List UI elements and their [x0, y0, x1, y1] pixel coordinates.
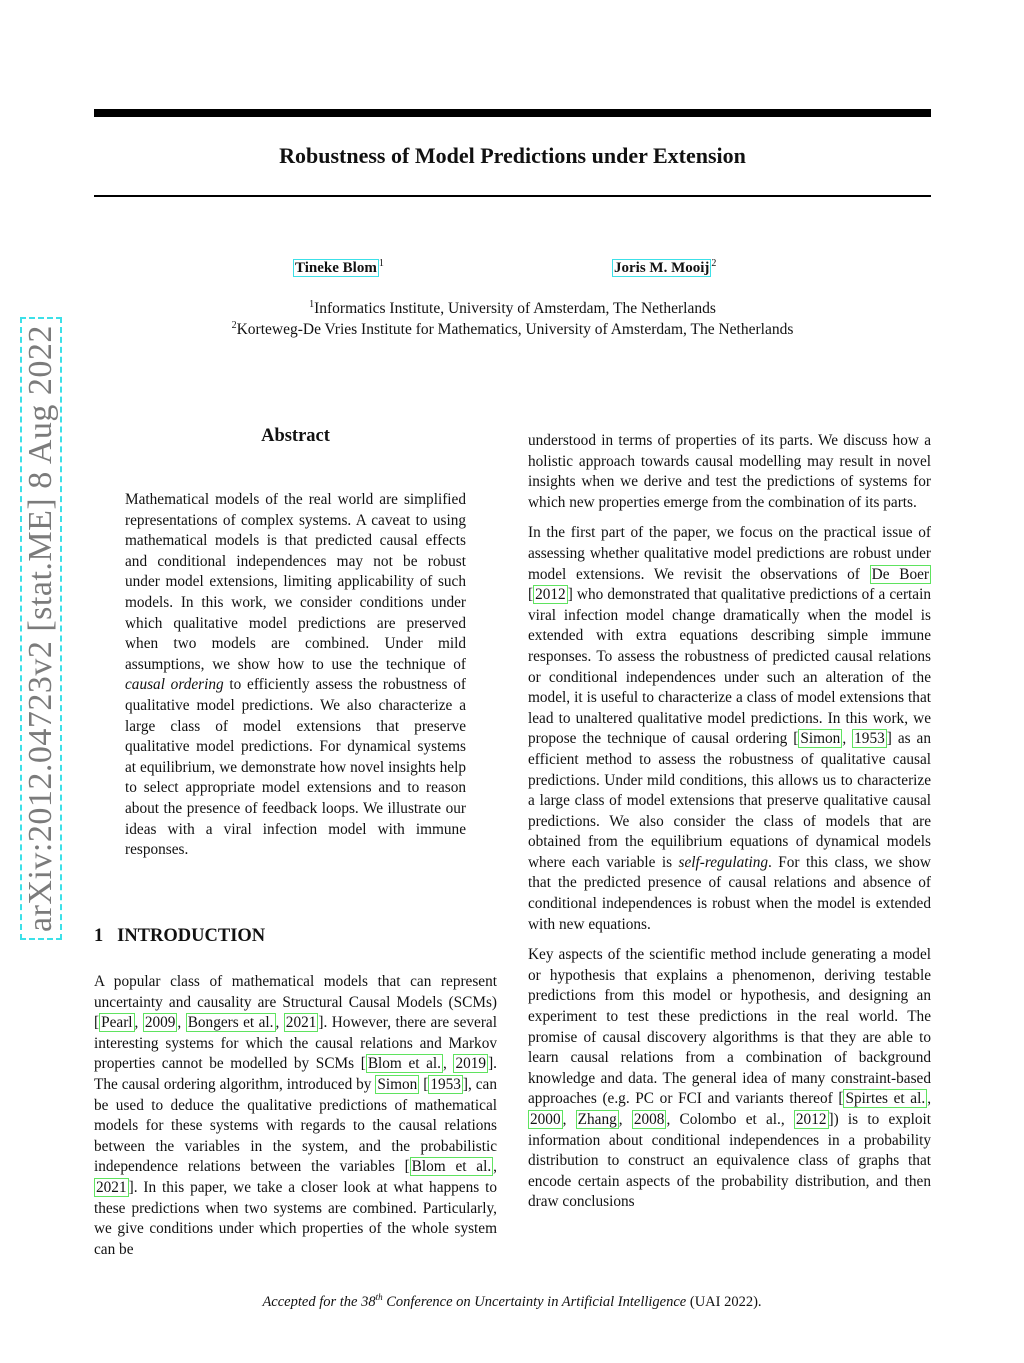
- right-column: [528, 431, 931, 1223]
- text: ], can be used to deduce the qualitative predictions of mathematical models for these systems with regards to the causal relations between the variables in the system, and the probabilistic independence relations between the variables [: [94, 1075, 497, 1176]
- text: ,: [134, 1014, 143, 1032]
- author-1: [293, 258, 384, 277]
- abstract-text-1: Mathematical models of the real world are simplified representations of complex systems. A caveat to using mathematical models is that predicted causal effects and conditional independences may not be robust under model extensions, limiting applicability of such models. In this work, we consider conditions under which qualitative model predictions are preserved when two models are combined. Under mild assumptions, we show how to use the technique of: [125, 491, 466, 673]
- title-bottom-rule: [94, 195, 931, 197]
- abstract-body: [125, 490, 466, 871]
- footer-sup: th: [375, 1292, 383, 1302]
- affiliation-1-text: Informatics Institute, University of Amsterdam, The Netherlands: [314, 300, 716, 318]
- footer-text: Conference on Uncertainty in Artificial Intelligence: [382, 1293, 687, 1310]
- footer-venue: (UAI 2022).: [686, 1293, 762, 1310]
- text: ,: [493, 1158, 497, 1176]
- citation-link[interactable]: Blom et al.: [367, 1055, 441, 1073]
- right-paragraph-3: [528, 945, 931, 1213]
- citation-link[interactable]: Spirtes et al.: [845, 1090, 926, 1108]
- top-thick-rule: [94, 109, 931, 117]
- text: ,: [618, 1111, 632, 1128]
- paper-title: Robustness of Model Predictions under Extension: [279, 143, 746, 168]
- affiliation-2: [94, 320, 931, 339]
- text: ] as an efficient method to assess the robustness of qualitative causal predictions. Under mild conditions, this allows us to characterize a large class of model extensions that preserve qualitative causal predictions. We also consider the class of models that are obtained from the equilibrium equations of dynamical models where each variable is: [528, 730, 931, 871]
- citation-link[interactable]: 2019: [455, 1055, 487, 1073]
- affiliation-2-text: Korteweg-De Vries Institute for Mathematics, University of Amsterdam, The Netherlands: [236, 321, 794, 339]
- footer-note: [0, 1292, 1024, 1311]
- citation-link[interactable]: Blom et al.: [411, 1158, 492, 1176]
- citation-link[interactable]: 2012: [795, 1111, 827, 1128]
- abstract-heading: Abstract: [261, 426, 330, 446]
- citation-link[interactable]: 1953: [430, 1075, 461, 1093]
- citation-link[interactable]: 2008: [633, 1111, 665, 1128]
- citation-link[interactable]: Zhang: [577, 1111, 617, 1128]
- citation-link[interactable]: 2012: [535, 586, 566, 604]
- citation-link[interactable]: Bongers et al.: [187, 1014, 274, 1032]
- abstract-text-2: to efficiently assess the robustness of qualitative model predictions. We also characterize a large class of model extensions that preserve qualitative model predictions. For dynamical systems at equilibrium, we demonstrate how novel insights help to select appropriate model extensions and to reason about the presence of feedback loops. We illustrate our ideas with a viral infection model with immune responses.: [125, 676, 467, 859]
- text: ,: [443, 1055, 454, 1073]
- citation-link[interactable]: 2021: [96, 1178, 127, 1196]
- text: A popular class of mathematical models that can represent uncertainty and causality are Structural Causal Models (SCMs) [: [94, 973, 497, 1032]
- citation-link[interactable]: De Boer: [871, 565, 929, 583]
- citation-link[interactable]: 1953: [854, 730, 885, 748]
- text: [: [419, 1075, 429, 1093]
- intro-paragraph-1: [94, 972, 497, 1260]
- text: ,: [562, 1111, 576, 1128]
- affiliation-2-mark: 2: [231, 320, 237, 331]
- text: ]. In this paper, we take a closer look at what happens to these predictions when two systems are combined. Particularly, we give conditions under which properties of the whole system can be: [94, 1178, 497, 1258]
- text: . For this class, we show that the predicted presence of causal relations and absence of conditional independences is robust when the model is extended with new equations.: [528, 853, 931, 933]
- section-heading-introduction: 1 INTRODUCTION: [94, 926, 266, 946]
- author-1-mark: 1: [378, 258, 384, 269]
- author-1-link[interactable]: Tineke Blom: [295, 260, 377, 276]
- author-2: [612, 258, 716, 277]
- right-paragraph-2: [528, 523, 931, 935]
- citation-link[interactable]: 2021: [285, 1014, 317, 1032]
- italic-term: self-regulating: [678, 853, 769, 871]
- citation-link[interactable]: 2009: [144, 1014, 176, 1032]
- citation-link[interactable]: Simon: [377, 1075, 418, 1093]
- citation-link[interactable]: Pearl: [101, 1014, 133, 1032]
- author-2-link[interactable]: Joris M. Mooij: [614, 260, 710, 276]
- affiliation-1: [94, 299, 931, 318]
- abstract-paragraph: [125, 490, 466, 861]
- introduction-body: [94, 972, 497, 1270]
- affiliation-1-mark: 1: [309, 299, 315, 310]
- text: In the first part of the paper, we focus on the practical issue of assessing whether qualitative model predictions are robust under model extensions. We revisit the observations of: [528, 524, 931, 583]
- footer-text: Accepted for the 38: [262, 1293, 376, 1310]
- right-paragraph-1: understood in terms of properties of its parts. We discuss how a holistic approach towards causal modelling may result in novel insights when we derive and test the predictions of systems for which new properties emerge from the combination of its parts.: [528, 432, 931, 511]
- text: , Colombo et al.,: [666, 1111, 794, 1128]
- text: ]) is to exploit information about conditional independences in a probability distribution to construct an equivalence class of graphs that encode certain aspects of the probability distribution, and then draw conclusions: [528, 1111, 932, 1211]
- author-2-mark: 2: [711, 258, 717, 269]
- text: ]. However, there are several interesting systems for which the causal relations and Markov properties cannot be modelled by SCMs [: [94, 1014, 497, 1073]
- arxiv-stamp[interactable]: arXiv:2012.04723v2 [stat.ME] 8 Aug 2022: [20, 317, 62, 940]
- text: ,: [177, 1014, 186, 1032]
- text: ] who demonstrated that qualitative predictions of a certain viral infection model change dramatically when the model is extended with extra equations describing simple immune responses. To assess the robustness of predicted causal relations or conditional independences under such an alteration of the model, it is useful to characterize a class of model extensions that lead to unaltered qualitative model predictions. In this work, we propose the technique of causal ordering [: [528, 586, 931, 748]
- citation-link[interactable]: Simon: [800, 730, 841, 748]
- text: ,: [842, 730, 853, 748]
- text: Key aspects of the scientific method include generating a model or hypothesis that explains a phenomenon, deriving testable predictions from this model or hypothesis, and designing an experiment to test these predictions in the real world. The promise of causal discovery algorithms is that they are able to learn causal relations from a combination of background knowledge and data. The general idea of many constraint-based approaches (e.g. PC or FCI and variants thereof [: [528, 946, 931, 1108]
- text: [: [528, 586, 534, 604]
- citation-link[interactable]: 2000: [530, 1111, 561, 1128]
- abstract-italic: causal ordering: [125, 676, 224, 694]
- text: ,: [927, 1090, 932, 1108]
- text: ,: [275, 1014, 284, 1032]
- text: ]. The causal ordering algorithm, introduced by: [94, 1055, 497, 1093]
